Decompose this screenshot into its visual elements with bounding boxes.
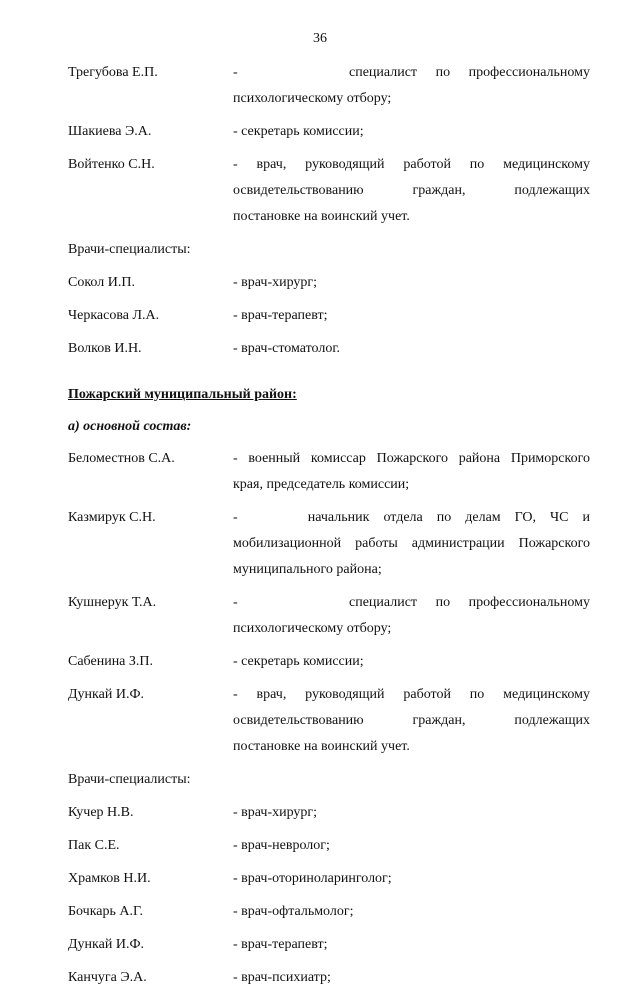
member-name: Трегубова Е.П. xyxy=(68,65,158,80)
member-entry xyxy=(68,60,590,112)
specialist-role: - врач-терапевт; xyxy=(233,308,328,323)
member-entry xyxy=(68,152,590,230)
role-line: психологическому отбору; xyxy=(233,621,392,636)
role-line: - военный комиссар Пожарского района Приморского xyxy=(233,451,590,466)
member-entry xyxy=(68,682,590,760)
specialist-name: Черкасова Л.А. xyxy=(68,308,160,323)
specialist-role: - врач-стоматолог. xyxy=(233,341,341,356)
member-role xyxy=(233,60,590,112)
member-entry xyxy=(68,446,590,498)
role-line: мобилизационной работы администрации Пожарского xyxy=(233,536,590,551)
member-role xyxy=(233,590,590,642)
member-name: Шакиева Э.А. xyxy=(68,124,152,139)
specialist-entry xyxy=(68,270,590,296)
role-line: - начальник отдела по делам ГО, ЧС и xyxy=(233,510,590,525)
member-name: Казмирук С.Н. xyxy=(68,510,156,525)
role-line: муниципального района; xyxy=(233,562,382,577)
member-entry xyxy=(68,505,590,583)
document-body xyxy=(68,60,590,998)
specialist-role: - врач-офтальмолог; xyxy=(233,904,354,919)
role-line: - специалист по профессиональному xyxy=(233,595,590,610)
specialist-role: - врач-терапевт; xyxy=(233,937,328,952)
member-name: Войтенко С.Н. xyxy=(68,157,155,172)
role-line: края, председатель комиссии; xyxy=(233,477,410,492)
member-role xyxy=(233,152,590,230)
member-entry xyxy=(68,590,590,642)
specialist-entry xyxy=(68,965,590,991)
subsection-title: а) основной состав: xyxy=(68,419,192,434)
member-entry xyxy=(68,649,590,675)
role-line: психологическому отбору; xyxy=(233,91,392,106)
page-number: 36 xyxy=(313,31,327,46)
specialist-name: Сокол И.П. xyxy=(68,275,135,290)
role-line: - врач, руководящий работой по медицинскому xyxy=(233,687,590,702)
specialist-entry xyxy=(68,932,590,958)
member-name: Дункай И.Ф. xyxy=(68,687,145,702)
specialist-role: - врач-оториноларинголог; xyxy=(233,871,392,886)
member-entry xyxy=(68,119,590,145)
specialist-entry xyxy=(68,303,590,329)
member-name: Сабенина З.П. xyxy=(68,654,154,669)
specialists-heading: Врачи-специалисты: xyxy=(68,242,191,257)
specialist-entry xyxy=(68,800,590,826)
role-line: освидетельствованию граждан, подлежащих xyxy=(233,713,590,728)
specialist-name: Кучер Н.В. xyxy=(68,805,134,820)
role-line: освидетельствованию граждан, подлежащих xyxy=(233,183,590,198)
specialist-entry xyxy=(68,833,590,859)
specialist-role: - врач-невролог; xyxy=(233,838,330,853)
member-role xyxy=(233,446,590,498)
specialist-role: - врач-хирург; xyxy=(233,275,318,290)
specialist-entry xyxy=(68,899,590,925)
member-role xyxy=(233,505,590,583)
specialist-name: Пак С.Е. xyxy=(68,838,120,853)
member-role xyxy=(233,682,590,760)
role-line: постановке на воинский учет. xyxy=(233,209,410,224)
member-role: - секретарь комиссии; xyxy=(233,124,364,139)
specialist-name: Храмков Н.И. xyxy=(68,871,151,886)
specialist-entry xyxy=(68,866,590,892)
specialist-role: - врач-хирург; xyxy=(233,805,318,820)
role-line: постановке на воинский учет. xyxy=(233,739,410,754)
member-name: Беломестнов С.А. xyxy=(68,451,175,466)
specialist-name: Дункай И.Ф. xyxy=(68,937,145,952)
specialist-name: Волков И.Н. xyxy=(68,341,142,356)
role-line: - врач, руководящий работой по медицинскому xyxy=(233,157,590,172)
member-role: - секретарь комиссии; xyxy=(233,654,364,669)
section-title: Пожарский муниципальный район: xyxy=(68,387,297,402)
specialists-heading: Врачи-специалисты: xyxy=(68,772,191,787)
member-name: Кушнерук Т.А. xyxy=(68,595,157,610)
specialist-entry xyxy=(68,336,590,362)
specialist-role: - врач-психиатр; xyxy=(233,970,331,985)
specialist-name: Бочкарь А.Г. xyxy=(68,904,144,919)
specialist-name: Канчуга Э.А. xyxy=(68,970,147,985)
role-line: - специалист по профессиональному xyxy=(233,65,590,80)
